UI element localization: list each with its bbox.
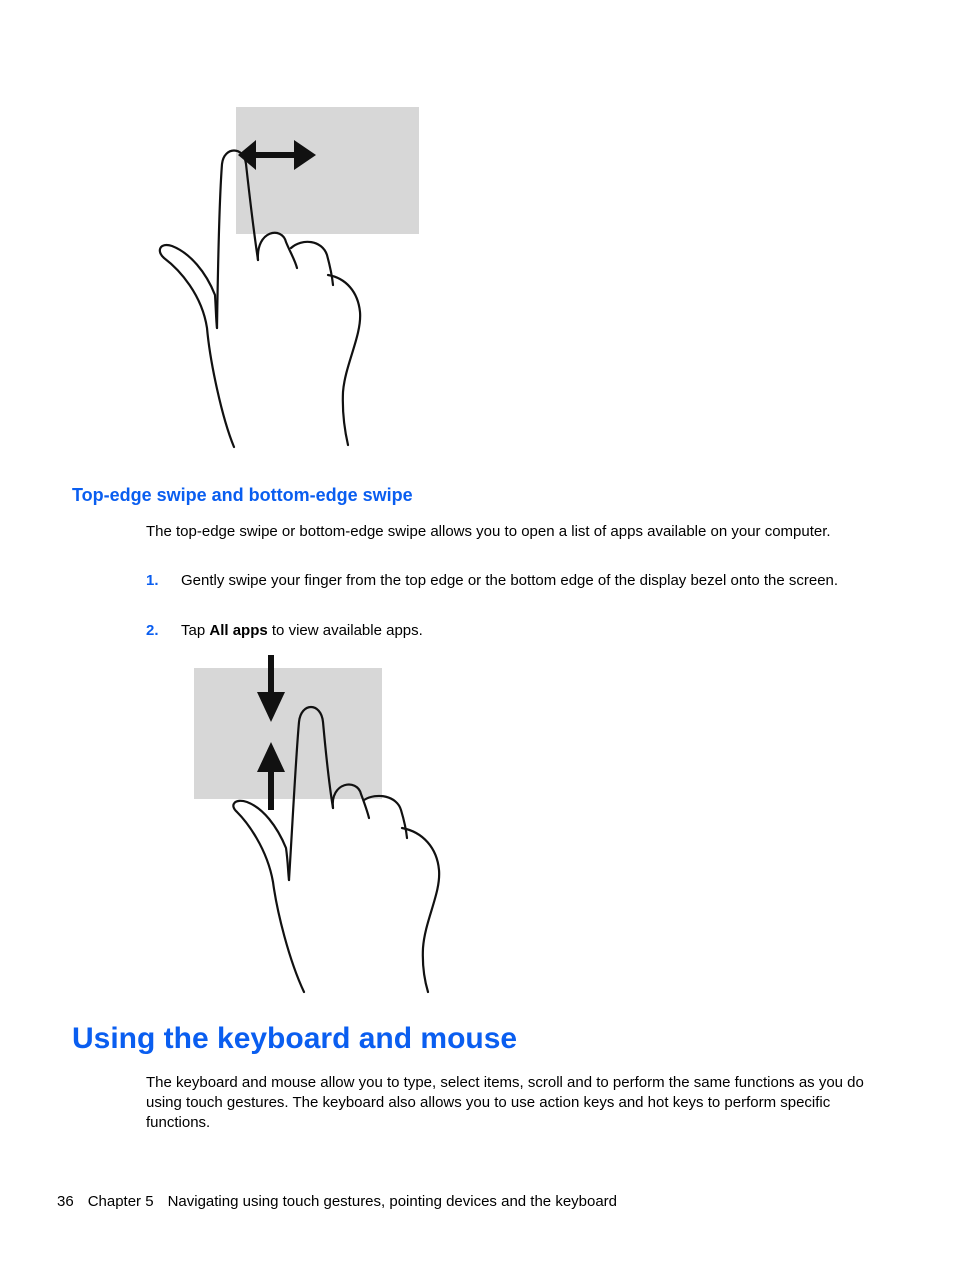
screen-area <box>236 107 419 234</box>
page-title: Using the keyboard and mouse <box>72 1022 518 1055</box>
step-text-post: to view available apps. <box>267 622 423 639</box>
page-number: 36 <box>57 1193 74 1210</box>
keyboard-mouse-intro: The keyboard and mouse allow you to type, select items, scroll and to perform the same functions as you do using touch gestures. The keyboard also allows you to use action keys and hot keys to perform specific functions. <box>146 1074 864 1131</box>
page-footer <box>57 1192 631 1212</box>
chapter-label: Chapter 5 <box>87 1193 154 1210</box>
list-item <box>146 571 846 611</box>
section-intro: The top-edge swipe or bottom-edge swipe allows you to open a list of apps available on your computer. <box>146 523 831 540</box>
chapter-title: Navigating using touch gestures, pointing devices and the keyboard <box>167 1193 618 1210</box>
list-item <box>146 621 846 641</box>
step-number: 1. <box>146 572 159 589</box>
screen-area <box>194 668 382 799</box>
step-text: Gently swipe your finger from the top edge or the bottom edge of the display bezel onto the screen. <box>181 572 839 589</box>
step-text <box>181 621 841 641</box>
step-number: 2. <box>146 622 159 639</box>
all-apps-term: All apps <box>209 622 268 639</box>
step-text-pre: Tap <box>181 622 210 639</box>
horizontal-swipe-illustration <box>150 100 430 455</box>
vertical-swipe-illustration <box>185 650 450 998</box>
section-heading: Top-edge swipe and bottom-edge swipe <box>72 485 413 505</box>
